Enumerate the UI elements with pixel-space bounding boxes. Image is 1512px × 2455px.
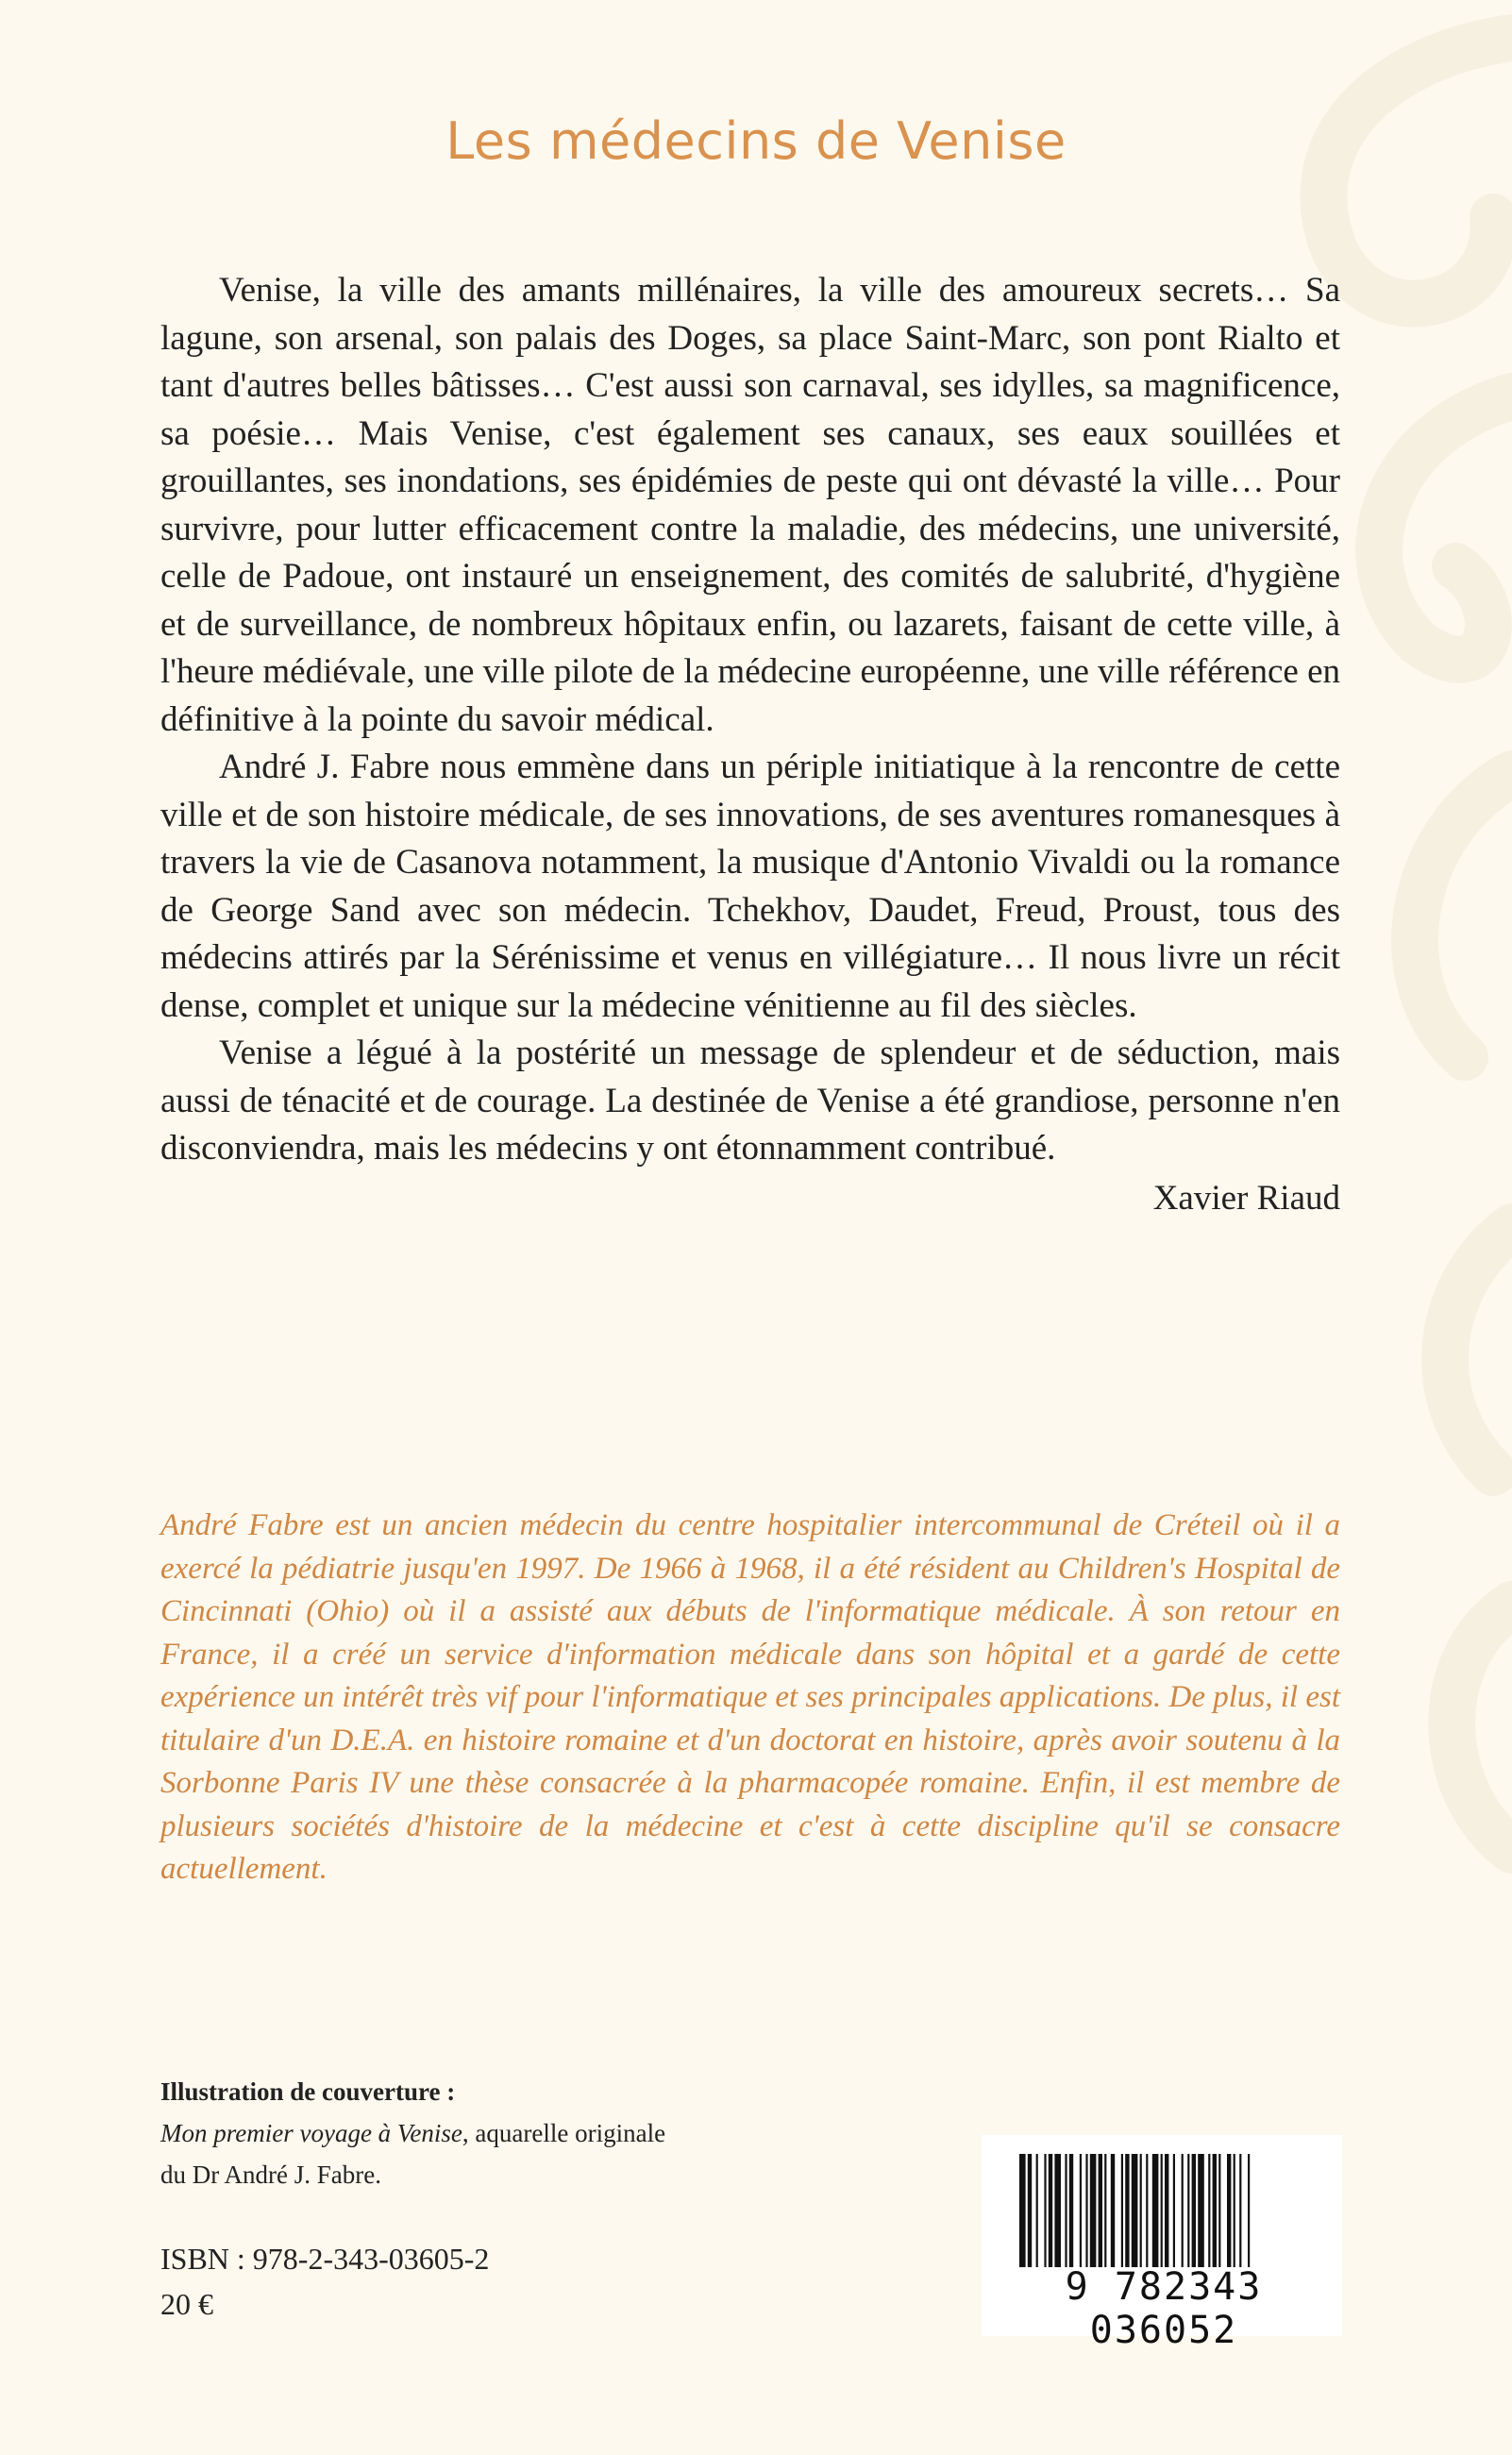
barcode-bar <box>1198 2154 1204 2267</box>
barcode-bar <box>1213 2154 1217 2267</box>
barcode-bar <box>1192 2154 1196 2267</box>
credit-line <box>160 2112 878 2154</box>
barcode-bar <box>1099 2154 1102 2267</box>
credit-work-title: Mon premier voyage à Venise <box>160 2119 462 2147</box>
barcode-bar <box>1065 2154 1067 2267</box>
barcode-bar <box>1085 2154 1087 2267</box>
barcode-bar <box>1104 2154 1106 2267</box>
author-bio-text: André Fabre est un ancien médecin du centre hospitalier intercommunal de Créteil où il a exercé la pédiatrie jusqu'en 1997. De 1966 à 1968, il a été résident au Children's Hospital de Cincinnati (Ohio) où il a assisté aux débuts de l'informatique médicale. À son retour en France, il a créé un service d'information médicale dans son hôpital et a gardé de cette expérience un intérêt très vif pour l'informatique et ses principales applications. De plus, il est titulaire d'un D.E.A. en histoire romaine et d'un doctorat en histoire, après avoir soutenu à la Sorbonne Paris IV une thèse consacrée à la pharmacopée romaine. Enfin, il est membre de plusieurs sociétés d'histoire de la médecine et c'est à cette discipline qu'il se consacre actuellement. <box>160 1508 1340 1886</box>
barcode-bar <box>1036 2154 1038 2267</box>
blurb-paragraph: Venise a légué à la postérité un message de splendeur et de séduction, mais aussi de ténacité et de courage. La destinée de Venise a été grandiose, personne n'en disconviendra, mais les médecins y ont étonnamment contribué. <box>160 1034 1340 1168</box>
price-label: 20 € <box>160 2287 213 2321</box>
barcode-number: 9 782343 036052 <box>1065 2265 1263 2352</box>
barcode-bar <box>1090 2154 1097 2267</box>
blurb-paragraph: André J. Fabre nous emmène dans un périple initiatique à la rencontre de cette ville et de son histoire médicale, de ses innovations, de ses aventures romanesques à travers la vie de Casanova notamment, la musique d'Antonio Vivaldi ou la romance de George Sand avec son médecin. Tchekhov, Daudet, Freud, Proust, tous des médecins attirés par la Sérénissime et venus en villégiature… Il nous livre un récit dense, complet et unique sur la médecine vénitienne au fil des siècles. <box>160 748 1340 1025</box>
barcode-bar <box>1125 2154 1129 2267</box>
barcode-bars <box>1019 2154 1302 2267</box>
barcode-bar <box>1227 2154 1231 2267</box>
barcode-bar <box>1121 2154 1123 2267</box>
blurb-paragraph: Venise, la ville des amants millénaires, la ville des amoureux secrets… Sa lagune, son arsenal, son palais des Doges, sa place Saint-Marc, son pont Rialto et tant d'autres belles bâtisses… C'est aussi son carnaval, ses idylles, sa magnificence, sa poésie… Mais Venise, c'est également ses canaux, ses eaux souillées et grouillantes, ses inondations, ses épidémies de peste qui ont dévasté la ville… Pour survivre, pour lutter efficacement contre la maladie, des médecins, une université, celle de Padoue, ont instauré un enseignement, des comités de salubrité, d'hygiène et de surveillance, de nombreux hôpitaux enfin, ou lazarets, faisant de cette ville, à l'heure médiévale, une ville pilote de la médecine européenne, une ville référence en définitive à la pointe du savoir médical. <box>160 271 1340 739</box>
barcode-bar <box>1019 2154 1026 2267</box>
book-title: Les médecins de Venise <box>445 111 1067 171</box>
barcode-bar <box>1161 2154 1163 2267</box>
author-biography <box>160 1505 1340 1892</box>
barcode-bar <box>1173 2154 1175 2267</box>
barcode-bar <box>1234 2154 1235 2267</box>
barcode-bar <box>1044 2154 1046 2267</box>
cover-illustration-credit <box>160 2071 878 2195</box>
barcode <box>982 2135 1342 2352</box>
barcode-bar <box>1182 2154 1184 2267</box>
barcode-bar <box>1054 2154 1061 2267</box>
barcode-bar <box>1049 2154 1052 2267</box>
barcode-bar <box>1140 2154 1142 2267</box>
barcode-bar <box>1165 2154 1168 2267</box>
barcode-bar <box>1152 2154 1159 2267</box>
credit-author: du Dr André J. Fabre. <box>160 2161 381 2189</box>
barcode-bar <box>1069 2154 1073 2267</box>
barcode-bar <box>1187 2154 1189 2267</box>
blurb-signature: Xavier Riaud <box>1152 1178 1340 1218</box>
back-cover-blurb <box>160 267 1340 1222</box>
barcode-bar <box>1239 2154 1241 2267</box>
credit-heading: Illustration de couverture : <box>160 2077 456 2106</box>
barcode-bar <box>1208 2154 1210 2267</box>
barcode-bar <box>1132 2154 1138 2267</box>
barcode-bar <box>1111 2154 1115 2267</box>
barcode-bar <box>1146 2154 1148 2267</box>
barcode-bar <box>1080 2154 1082 2267</box>
barcode-bar <box>1218 2154 1220 2267</box>
isbn-label: ISBN : 978-2-343-03605-2 <box>160 2242 490 2276</box>
barcode-bar <box>1248 2154 1250 2267</box>
credit-description: , aquarelle originale <box>462 2119 666 2147</box>
barcode-bar <box>1028 2154 1032 2267</box>
